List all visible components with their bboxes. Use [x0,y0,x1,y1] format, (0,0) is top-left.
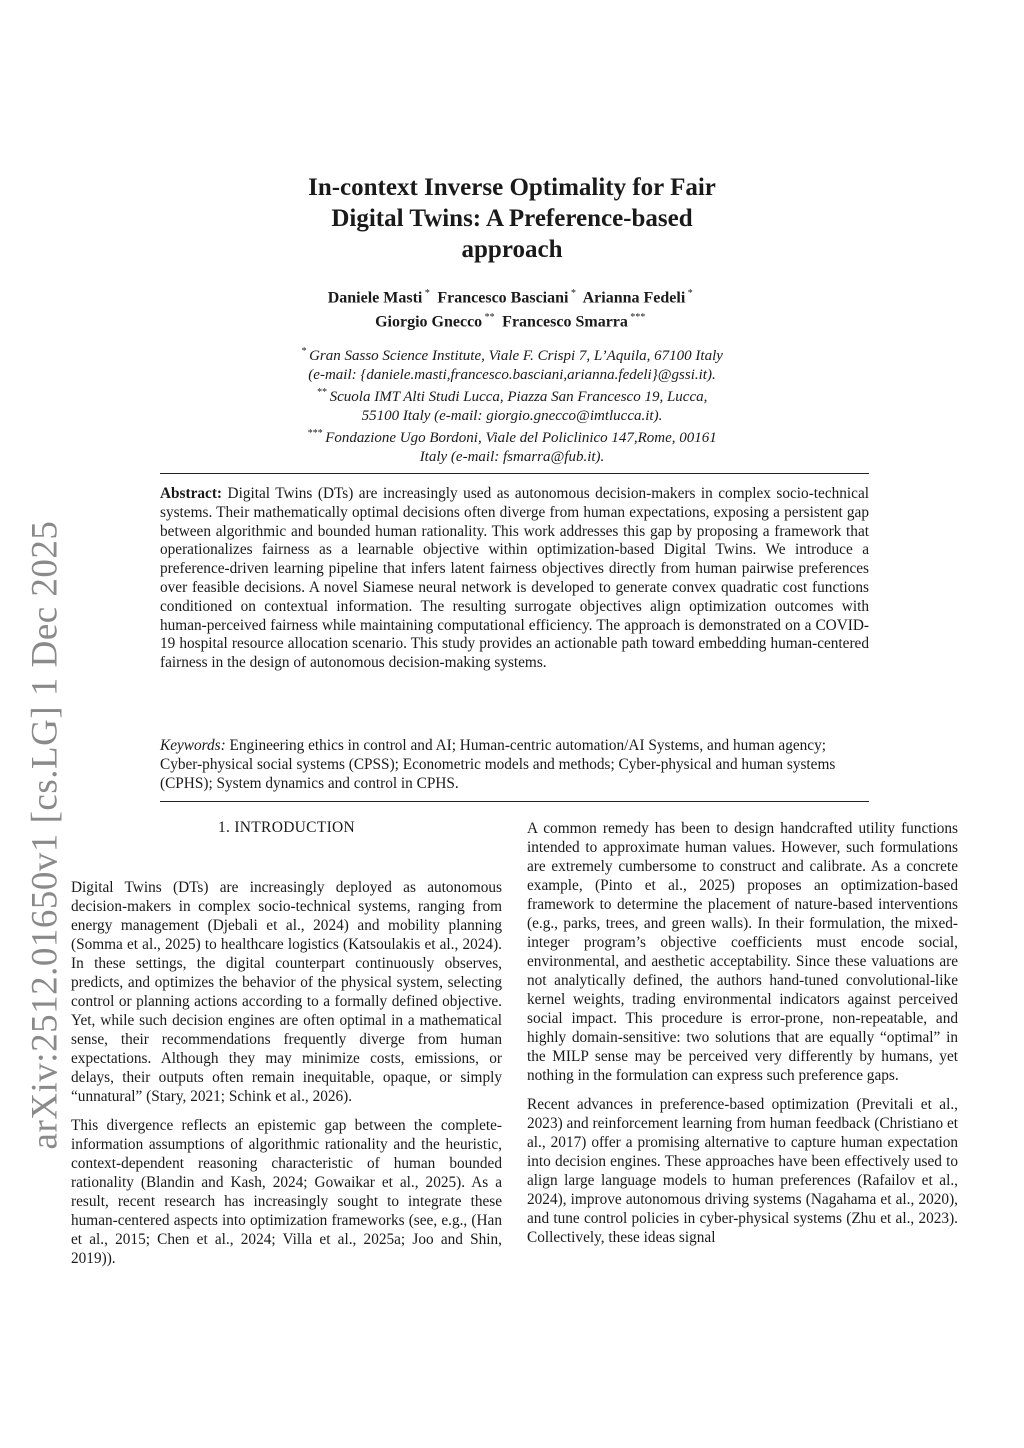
paragraph: This divergence reflects an epistemic gap between the complete-information assumptions of algorithmic rationality and the heuristic, context-dependent reasoning characteristic of human bounded rationality (Blandin and Kash, 2024; Gowaikar et al., 2025). As a result, recent research has increasingly sought to integrate these human-centered aspects into optimization frameworks (see, e.g., (Han et al., 2015; Chen et al., 2024; Villa et al., 2025a; Joo and Shin, 2019)). [71,1117,502,1267]
author-row-2 [150,308,874,332]
keywords [160,737,869,793]
left-column [71,878,502,1268]
affiliation-mark: *** [307,428,323,440]
author-row-1 [150,284,874,308]
abstract-top-rule [160,473,869,474]
author-name: Francesco Basciani [437,289,569,307]
title-line-2: Digital Twins: A Preference-based [331,205,693,232]
affiliation-text: Gran Sasso Science Institute, Viale F. Crispi 7, L’Aquila, 67100 Italy [309,348,723,364]
section-heading-introduction: 1. INTRODUCTION [217,819,356,836]
author-name: Daniele Masti [327,289,423,307]
author-affil-mark: ** [484,312,495,324]
affiliation-line [160,384,864,407]
author-affil-mark: *** [629,312,645,324]
affiliation-line [160,343,864,366]
affiliation-text: Scuola IMT Alti Studi Lucca, Piazza San Francesco 19, Lucca, [329,389,708,406]
title-line-3: approach [461,236,563,263]
abstract [160,485,869,673]
keywords-text: Engineering ethics in control and AI; Human-centric automation/AI Systems, and human agency; Cyber-physical social systems (CPSS); Econometric models and methods; Cyber-physical and human systems (CPHS); System dynamics and control in CPHS. [160,737,836,792]
title-line-1: In-context Inverse Optimality for Fair [308,174,716,201]
abstract-text: Digital Twins (DTs) are increasingly used as autonomous decision-makers in complex socio-technical systems. Their mathematically optimal decisions often diverge from human expectations, exposing a persistent gap between algorithmic and bounded human rationality. This work addresses this gap by proposing a framework that operationalizes fairness as a learnable objective within optimization-based Digital Twins. We introduce a preference-driven learning pipeline that infers latent fairness objectives directly from human pairwise preferences over feasible decisions. A novel Siamese neural network is developed to generate convex quadratic cost functions conditioned on contextual information. The resulting surrogate objectives align optimization outcomes with human-perceived fairness while maintaining computational efficiency. The approach is demonstrated on a COVID-19 hospital resource allocation scenario. This study provides an actionable path toward embedding human-centered fairness in the design of autonomous decision-making systems. [160,485,870,672]
author-affil-mark: * [570,288,576,299]
affiliation-email: 55100 Italy (e-mail: giorgio.gnecco@imtlucca.it). [361,407,663,424]
abstract-label: Abstract: [160,485,223,502]
affiliation-mark: * [301,346,307,357]
paper-title [200,172,824,265]
paragraph: Digital Twins (DTs) are increasingly deployed as autonomous decision-makers in complex socio-technical systems, ranging from energy management (Djebali et al., 2024) and mobility planning (Somma et al., 2025) to healthcare logistics (Katsoulakis et al., 2024). In these settings, the digital counterpart continuously observes, predicts, and optimizes the behavior of the physical system, selecting control or planning actions according to a formally defined objective. Yet, while such decision engines are often optimal in a mathematical sense, their recommendations frequently diverge from human expectations. Although they may minimize costs, emissions, or delays, their outputs often remain inequitable, opaque, or simply “unnatural” (Stary, 2021; Schink et al., 2026). [71,879,502,1105]
affiliation-mark: ** [316,387,327,399]
author-name: Francesco Smarra [502,313,628,331]
author-affil-mark: * [424,288,430,299]
affiliation-email: (e-mail: {daniele.masti,francesco.basciani,arianna.fedeli}@gssi.it). [308,366,716,383]
arxiv-identifier-stamp: arXiv:2512.01650v1 [cs.LG] 1 Dec 2025 [24,520,66,1150]
affiliation-text: Fondazione Ugo Bordoni, Viale del Policlinico 147,Rome, 00161 [325,430,717,447]
affiliations [160,343,864,467]
paragraph: A common remedy has been to design handcrafted utility functions intended to approximate human values. However, such formulations are extremely cumbersome to construct and calibrate. As a concrete example, (Pinto et al., 2025) proposes an optimization-based framework to determine the placement of nature-based interventions (e.g., parks, trees, and green walls). In their formulation, the mixed-integer program’s objective coefficients must encode social, environmental, and aesthetic acceptability. Since these valuations are not analytically defined, the authors hand-tuned convolutional-like kernel weights, trading environmental indicators against perceived social impact. This procedure is error-prone, non-repeatable, and highly domain-sensitive: two solutions that are equally “optimal” in the MILP sense may be perceived very differently by humans, yet nothing in the formulation can express such preference gaps. [527,820,958,1084]
author-name: Giorgio Gnecco [375,313,483,331]
affiliation-line [160,425,864,448]
right-column [527,819,958,1247]
paragraph: Recent advances in preference-based optimization (Previtali et al., 2023) and reinforcement learning from human feedback (Christiano et al., 2017) offer a promising alternative to capture human expectation into decision engines. These approaches have been effectively used to align large language models to human preferences (Rafailov et al., 2024), improve autonomous driving systems (Nagahama et al., 2020), and tune control policies in cyber-physical systems (Zhu et al., 2023). Collectively, these ideas signal [527,1096,958,1246]
author-list [150,284,874,333]
affiliation-email: Italy (e-mail: fsmarra@fub.it). [419,448,605,465]
author-name: Arianna Fedeli [582,289,686,307]
author-affil-mark: * [687,288,693,299]
keywords-label: Keywords: [160,737,226,754]
keywords-bottom-rule [160,801,869,802]
